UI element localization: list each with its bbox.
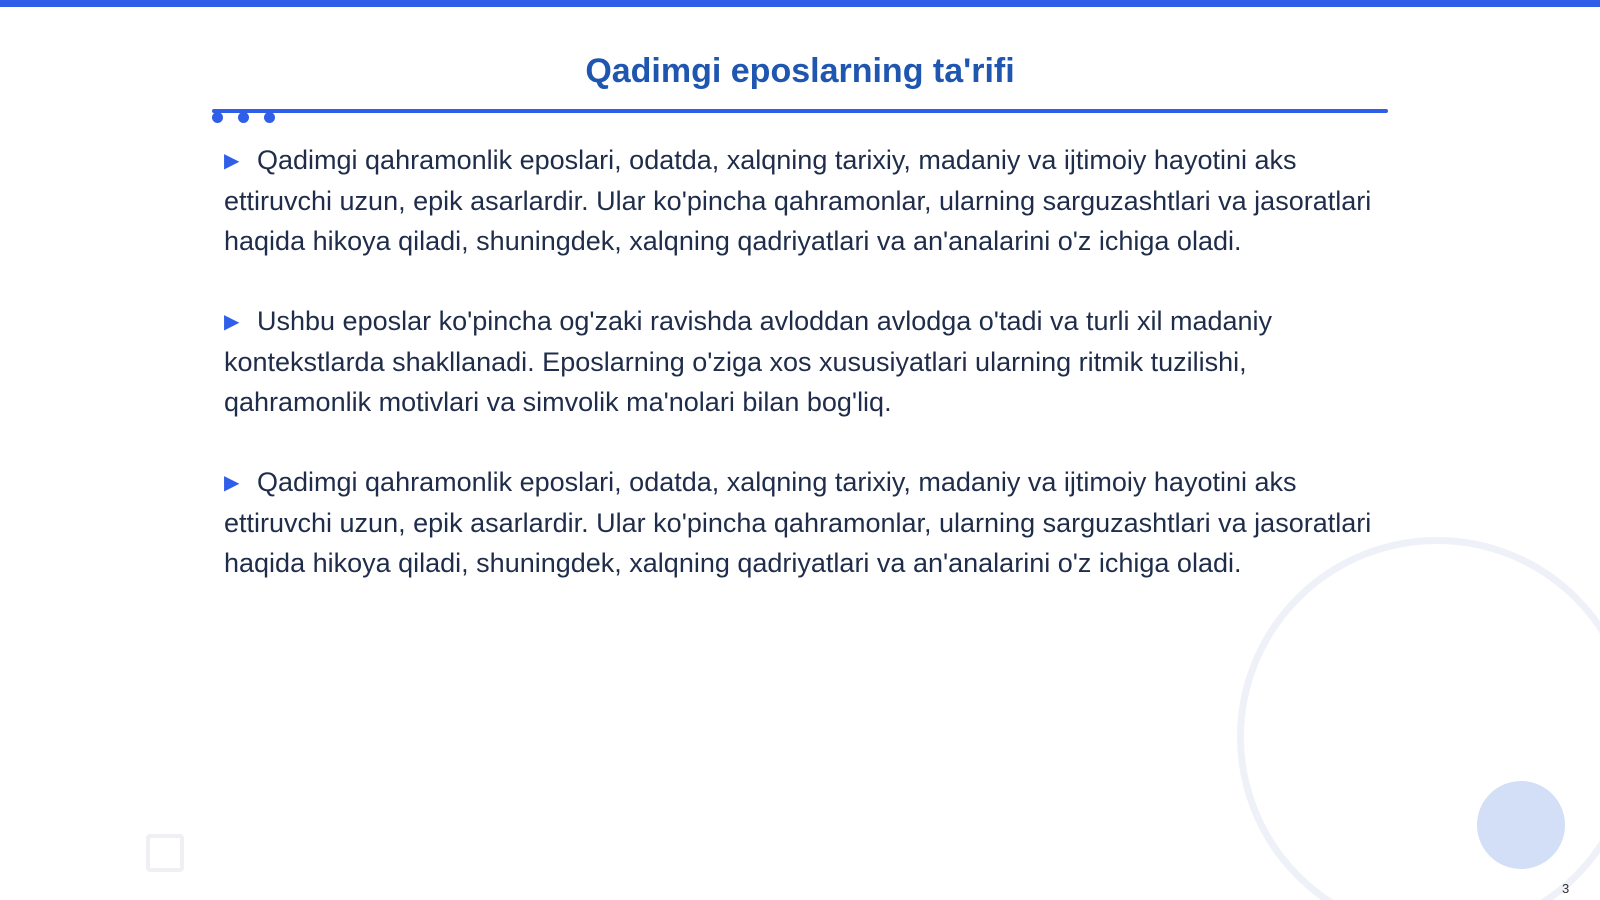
bullet-paragraph-1 xyxy=(224,140,1380,261)
page-number: 3 xyxy=(1562,881,1570,896)
top-accent-bar xyxy=(0,0,1600,7)
triangle-right-icon: ▶ xyxy=(224,150,240,172)
slide-body xyxy=(224,140,1380,623)
decorative-square xyxy=(146,834,184,872)
paragraph-text: Ushbu eposlar ko'pincha og'zaki ravishda avloddan avlodga o'tadi va turli xil madaniy kontekstlarda shakllanadi. Eposlarning o'ziga xos xususiyatlari ularning ritmik tuzilishi, qahramonlik motivlari va simvolik ma'nolari bilan bog'liq. xyxy=(224,306,1273,417)
dot-icon xyxy=(212,112,223,123)
paragraph-text: Qadimgi qahramonlik eposlari, odatda, xalqning tarixiy, madaniy va ijtimoiy hayotini aks ettiruvchi uzun, epik asarlardir. Ular ko'pincha qahramonlar, ularning sarguzashtlari va jasoratlari haqida hikoya qiladi, shuningdek, xalqning qadriyatlari va an'analarini o'z ichiga oladi. xyxy=(224,145,1372,256)
dot-icon xyxy=(264,112,275,123)
decorative-circle xyxy=(1477,781,1565,869)
paragraph-text: Qadimgi qahramonlik eposlari, odatda, xalqning tarixiy, madaniy va ijtimoiy hayotini aks ettiruvchi uzun, epik asarlardir. Ular ko'pincha qahramonlar, ularning sarguzashtlari va jasoratlari haqida hikoya qiladi, shuningdek, xalqning qadriyatlari va an'analarini o'z ichiga oladi. xyxy=(224,467,1372,578)
triangle-right-icon: ▶ xyxy=(224,472,240,494)
slide-title: Qadimgi eposlarning ta'rifi xyxy=(585,52,1015,90)
dot-icon xyxy=(238,112,249,123)
bullet-paragraph-3 xyxy=(224,462,1380,583)
bullet-paragraph-2 xyxy=(224,301,1380,422)
triangle-right-icon: ▶ xyxy=(224,311,240,333)
title-underline xyxy=(212,109,1388,113)
